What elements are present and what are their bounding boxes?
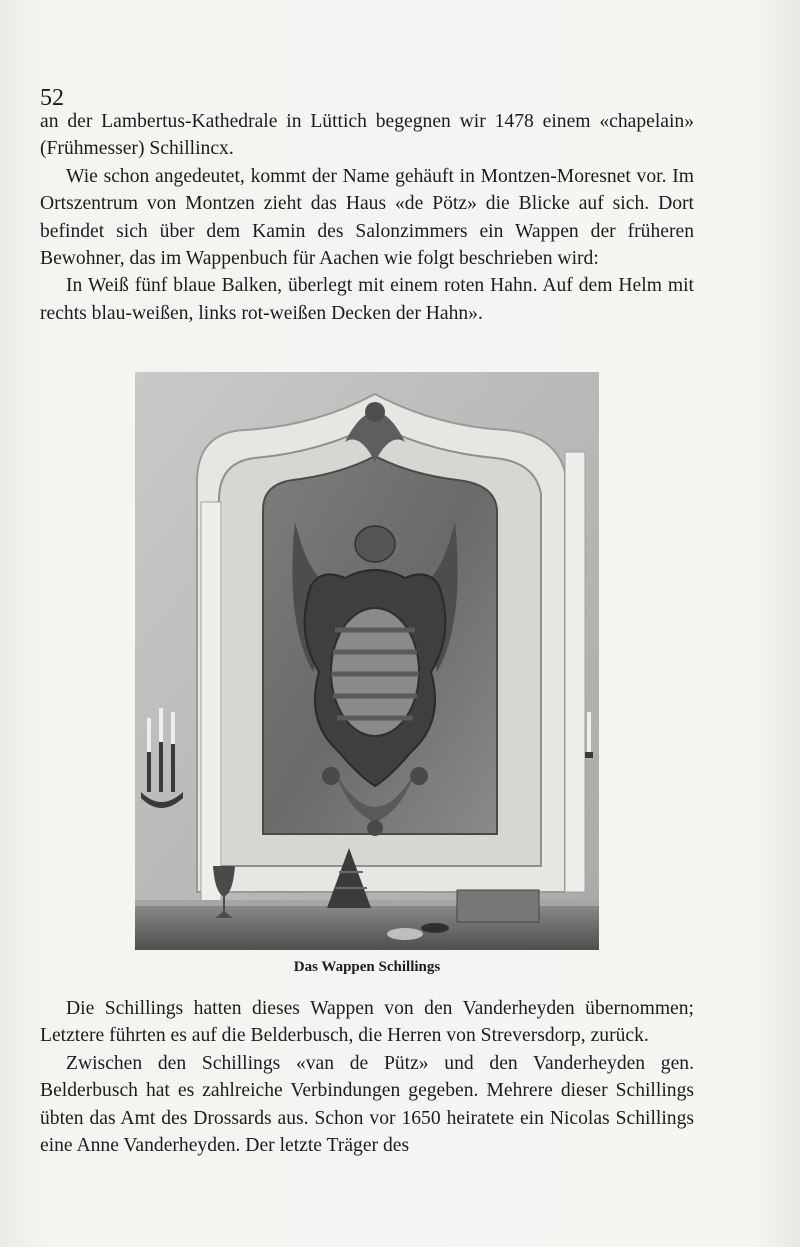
page-number: 52 bbox=[40, 85, 64, 111]
coat-of-arms-photo bbox=[135, 372, 599, 950]
text-block-top bbox=[40, 108, 694, 327]
paragraph-connections: Zwischen den Schillings «van de Pütz» und den Vanderheyden gen. Belderbusch hat es zahlreiche Verbindungen gegeben. Mehrere dieser Schillings übten das Amt des Drossards aus. Schon vor 1650 heiratete ein Nicolas Schillings eine Anne Vanderheyden. Der letzte Träger des bbox=[40, 1052, 694, 1157]
paragraph-blazon: In Weiß fünf blaue Balken, überlegt mit einem roten Hahn. Auf dem Helm mit rechts blau-weißen, links rot-weißen Decken der Hahn». bbox=[40, 275, 694, 324]
text-block-bottom bbox=[40, 995, 694, 1159]
paragraph-vanderheyden: Die Schillings hatten dieses Wappen von den Vanderheyden übernommen; Letztere führten es auf die Belderbusch, die Herren von Streversdorp, zurück. bbox=[40, 998, 694, 1047]
paragraph-montzen: Wie schon angedeutet, kommt der Name gehäuft in Montzen-Moresnet vor. Im Ortszentrum von Montzen zieht das Haus «de Pötz» die Blicke auf sich. Dort befindet sich über dem Kamin des Salonzimmers ein Wappen der früheren Bewohner, das im Wappenbuch für Aachen wie folgt beschrieben wird: bbox=[40, 165, 694, 270]
figure-caption: Das Wappen Schillings bbox=[293, 959, 441, 975]
paragraph-continuation: an der Lambertus-Kathedrale in Lüttich begegnen wir 1478 einem «chapelain» (Frühmesser) Schillincx. bbox=[40, 111, 694, 160]
